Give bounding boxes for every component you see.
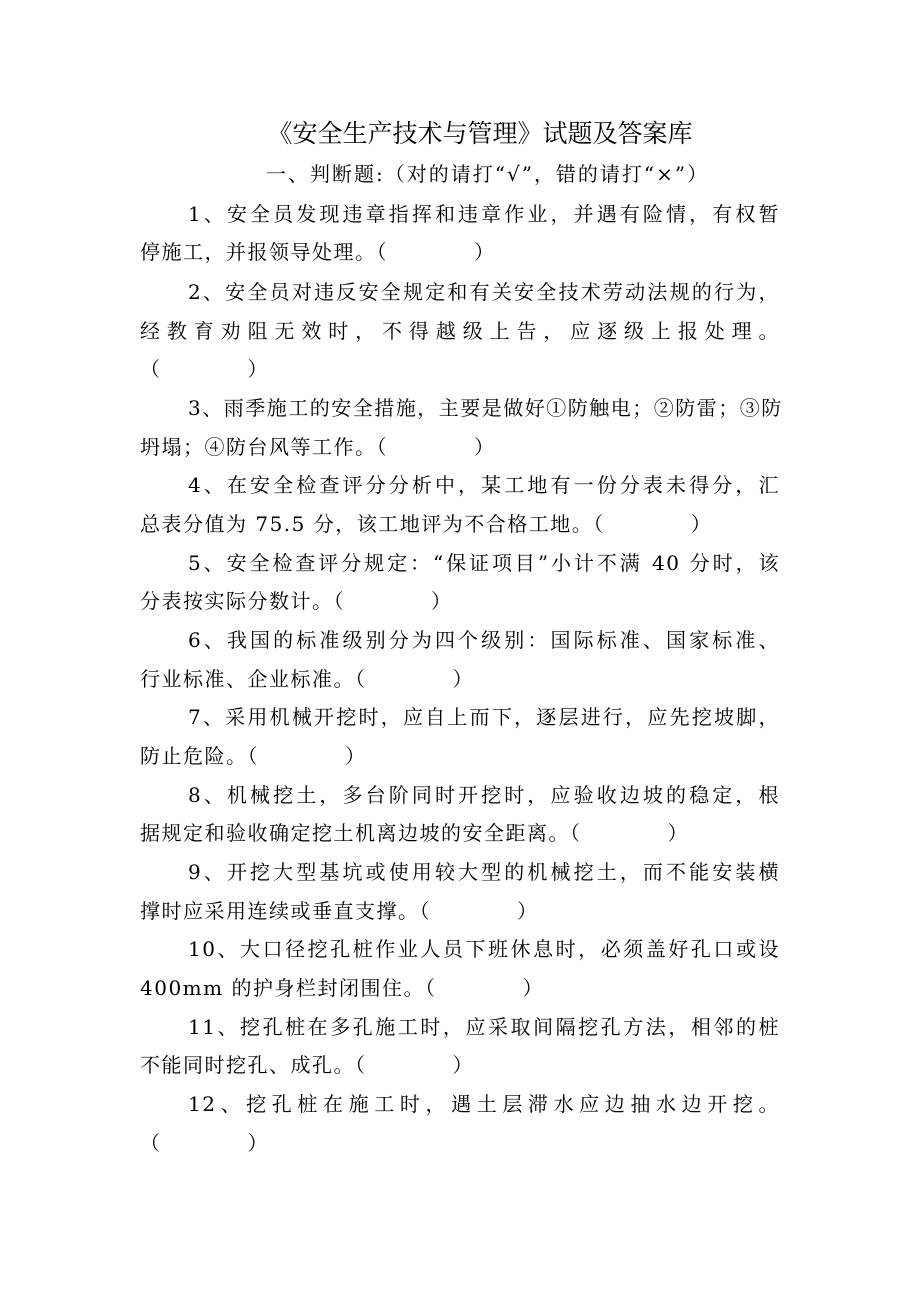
question-11-line-1: 11、挖孔桩在多孔施工时，应采取间隔挖孔方法，相邻的桩 <box>188 1015 780 1039</box>
question-3-line-1: 3、雨季施工的安全措施，主要是做好①防触电；②防雷；③防 <box>188 396 783 420</box>
question-10-line-1: 10、大口径挖孔桩作业人员下班休息时，必须盖好孔口或设 <box>188 937 780 961</box>
question-4-line-1: 4、在安全检查评分分析中，某工地有一份分表未得分，汇 <box>188 473 780 497</box>
question-6-line-2: 行业标准、企业标准。（ ） <box>140 667 474 691</box>
question-5-line-1: 5、安全检查评分规定：“保证项目”小计不满 40 分时，该 <box>188 551 780 575</box>
question-9-line-2: 撑时应采用连续或垂直支撑。（ ） <box>140 899 539 923</box>
question-8-line-1: 8、机械挖土，多台阶同时开挖时，应验收边坡的稳定，根 <box>188 783 780 807</box>
question-8-line-2: 据规定和验收确定挖土机离边坡的安全距离。（ ） <box>140 821 689 845</box>
question-7-line-2: 防止危险。（ ） <box>140 744 367 768</box>
question-3-line-2: 坍塌；④防台风等工作。（ ） <box>140 435 496 459</box>
section-heading: 一、判断题:（对的请打“√”，错的请打“×”） <box>266 162 710 186</box>
question-1-line-1: 1、安全员发现违章指挥和违章作业，并遇有险情，有权暂 <box>188 202 780 226</box>
question-7-line-1: 7、采用机械开挖时，应自上而下，逐层进行，应先挖坡脚， <box>188 705 780 729</box>
question-11-line-2: 不能同时挖孔、成孔。（ ） <box>140 1053 474 1077</box>
question-12-line-2: （ ） <box>140 1131 269 1155</box>
question-4-line-2: 总表分值为 75.5 分，该工地评为不合格工地。（ ） <box>140 512 713 536</box>
question-12-line-1: 12、挖孔桩在施工时，遇土层滞水应边抽水边开挖。 <box>188 1092 780 1116</box>
question-2-line-2: 经教育劝阻无效时，不得越级上告，应逐级上报处理。 <box>140 319 780 343</box>
question-10-line-2: 400mm 的护身栏封闭围住。（ ） <box>140 976 544 1000</box>
question-1-line-2: 停施工，并报领导处理。（ ） <box>140 240 496 264</box>
question-9-line-1: 9、开挖大型基坑或使用较大型的机械挖土，而不能安装横 <box>188 860 780 884</box>
question-5-line-2: 分表按实际分数计。（ ） <box>140 589 453 613</box>
question-2-line-1: 2、安全员对违反安全规定和有关安全技术劳动法规的行为， <box>188 280 780 304</box>
question-6-line-1: 6、我国的标准级别分为四个级别：国际标准、国家标准、 <box>188 628 780 652</box>
document-title: 《安全生产技术与管理》试题及答案库 <box>267 119 693 148</box>
question-2-line-3: （ ） <box>140 357 269 381</box>
